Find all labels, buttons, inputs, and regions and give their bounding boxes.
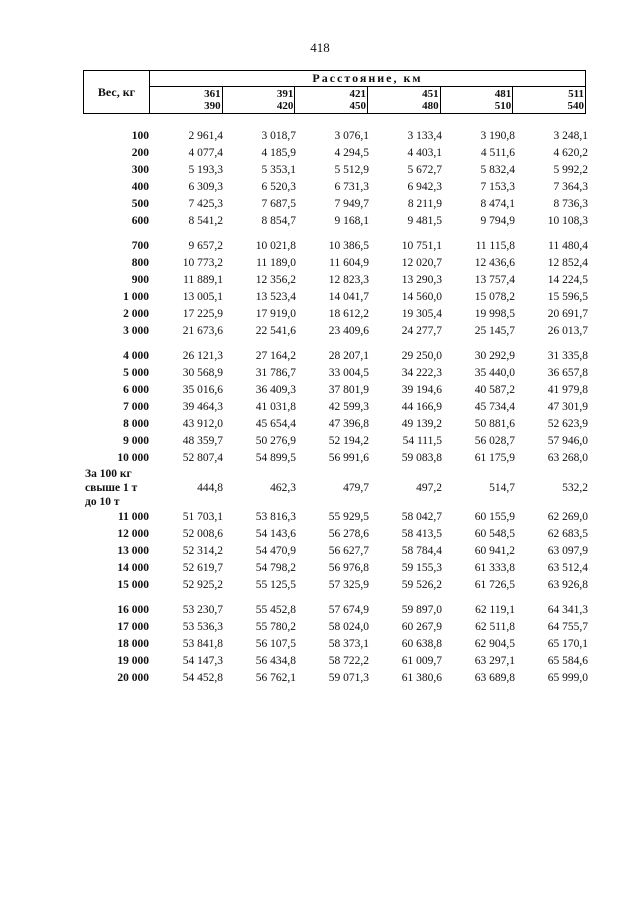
price-cell: 41 979,8 (547, 384, 588, 396)
price-cell: 6 520,3 (261, 181, 296, 193)
empty-cell (369, 467, 442, 481)
range-from: 421 (349, 88, 366, 100)
price-cell: 36 657,8 (547, 367, 588, 379)
weight-cell: 9 000 (123, 435, 149, 447)
price-cell: 63 297,1 (474, 655, 515, 667)
price-cell: 24 277,7 (401, 325, 442, 337)
table-row (83, 560, 588, 577)
price-cell: 10 773,2 (182, 257, 223, 269)
price-cell: 45 734,4 (474, 401, 515, 413)
weight-cell: 100 (131, 130, 149, 142)
price-cell: 23 409,6 (328, 325, 369, 337)
price-cell: 5 193,3 (188, 164, 223, 176)
price-cell: 65 584,6 (547, 655, 588, 667)
price-cell: 40 587,2 (474, 384, 515, 396)
range-from: 481 (494, 88, 512, 100)
price-cell: 35 016,6 (182, 384, 223, 396)
group-spacer (83, 230, 588, 238)
note-price-cell: 444,8 (197, 482, 223, 494)
table-row (83, 543, 588, 560)
price-cell: 7 425,3 (188, 198, 223, 210)
price-cell: 11 480,4 (548, 240, 588, 252)
range-to: 420 (276, 100, 294, 112)
price-cell: 63 268,0 (547, 452, 588, 464)
page-number: 418 (310, 40, 330, 55)
table-row (83, 255, 588, 272)
price-cell: 52 194,2 (328, 435, 369, 447)
price-cell: 31 786,7 (255, 367, 296, 379)
price-cell: 31 335,8 (547, 350, 588, 362)
price-cell: 54 899,5 (255, 452, 296, 464)
price-cell: 60 941,2 (474, 545, 515, 557)
price-cell: 5 353,1 (261, 164, 296, 176)
price-cell: 12 020,7 (401, 257, 442, 269)
range-from: 511 (568, 88, 584, 100)
price-cell: 9 481,5 (407, 215, 442, 227)
weight-cell: 14 000 (117, 562, 149, 574)
price-cell: 60 267,9 (401, 621, 442, 633)
price-cell: 56 028,7 (474, 435, 515, 447)
table-row (83, 348, 588, 365)
price-cell: 56 107,5 (255, 638, 296, 650)
price-cell: 61 380,6 (401, 672, 442, 684)
distance-range-2 (222, 87, 295, 114)
table-row (83, 196, 588, 213)
empty-cell (515, 495, 588, 509)
range-from: 451 (422, 88, 439, 100)
price-cell: 8 474,1 (480, 198, 515, 210)
note-price-cell: 514,7 (489, 482, 515, 494)
table-row (83, 526, 588, 543)
table-row (83, 323, 588, 340)
table-row (83, 272, 588, 289)
empty-cell (223, 495, 296, 509)
price-cell: 4 511,6 (480, 147, 515, 159)
price-cell: 61 175,9 (474, 452, 515, 464)
weight-cell: 400 (131, 181, 149, 193)
note-price-cell: 462,3 (270, 482, 296, 494)
table-row (83, 289, 588, 306)
price-cell: 20 691,7 (547, 308, 588, 320)
weight-cell: 17 000 (117, 621, 149, 633)
price-cell: 63 097,9 (547, 545, 588, 557)
empty-cell (442, 467, 515, 481)
price-cell: 58 042,7 (401, 511, 442, 523)
price-cell: 60 155,9 (474, 511, 515, 523)
price-cell: 59 897,0 (401, 604, 442, 616)
distance-range-4 (367, 87, 440, 114)
table-row (83, 450, 588, 467)
price-cell: 53 841,8 (182, 638, 223, 650)
price-cell: 10 386,5 (328, 240, 369, 252)
weight-cell: 600 (131, 215, 149, 227)
price-cell: 56 278,6 (328, 528, 369, 540)
price-cell: 10 021,8 (255, 240, 296, 252)
weight-cell: 1 000 (123, 291, 149, 303)
price-cell: 45 654,4 (255, 418, 296, 430)
price-cell: 7 949,7 (334, 198, 369, 210)
price-cell: 52 807,4 (182, 452, 223, 464)
price-cell: 3 190,8 (480, 130, 515, 142)
price-cell: 37 801,9 (328, 384, 369, 396)
price-cell: 18 612,2 (328, 308, 369, 320)
price-cell: 34 222,3 (401, 367, 442, 379)
price-cell: 7 364,3 (553, 181, 588, 193)
price-cell: 4 294,5 (334, 147, 369, 159)
price-cell: 22 541,6 (255, 325, 296, 337)
price-cell: 47 396,8 (328, 418, 369, 430)
price-cell: 19 998,5 (474, 308, 515, 320)
table-row (83, 670, 588, 687)
price-cell: 12 356,2 (255, 274, 296, 286)
price-cell: 54 147,3 (182, 655, 223, 667)
price-cell: 9 794,9 (480, 215, 515, 227)
price-cell: 28 207,1 (328, 350, 369, 362)
price-cell: 64 755,7 (547, 621, 588, 633)
table-row (83, 365, 588, 382)
table-row (83, 416, 588, 433)
price-cell: 54 798,2 (255, 562, 296, 574)
note-label-line: до 10 т (85, 496, 120, 508)
price-cell: 52 623,9 (547, 418, 588, 430)
range-to: 510 (494, 100, 512, 112)
table-row (83, 306, 588, 323)
distance-range-5 (440, 87, 513, 114)
price-cell: 58 784,4 (401, 545, 442, 557)
price-cell: 55 125,5 (255, 579, 296, 591)
price-cell: 17 919,0 (255, 308, 296, 320)
empty-cell (150, 467, 223, 481)
price-cell: 8 736,3 (553, 198, 588, 210)
price-cell: 63 926,8 (547, 579, 588, 591)
price-cell: 59 083,8 (401, 452, 442, 464)
price-cell: 15 078,2 (474, 291, 515, 303)
price-cell: 47 301,9 (547, 401, 588, 413)
price-cell: 52 008,6 (182, 528, 223, 540)
price-cell: 59 155,3 (401, 562, 442, 574)
price-cell: 12 436,6 (474, 257, 515, 269)
price-cell: 53 816,3 (255, 511, 296, 523)
note-label-line: свыше 1 т (85, 482, 138, 494)
price-cell: 39 194,6 (401, 384, 442, 396)
table-row (83, 619, 588, 636)
table-row (83, 382, 588, 399)
price-cell: 48 359,7 (182, 435, 223, 447)
weight-cell: 19 000 (117, 655, 149, 667)
empty-cell (223, 467, 296, 481)
weight-cell: 2 000 (123, 308, 149, 320)
empty-cell (296, 495, 369, 509)
weight-cell: 7 000 (123, 401, 149, 413)
price-cell: 56 991,6 (328, 452, 369, 464)
weight-cell: 15 000 (117, 579, 149, 591)
price-cell: 25 145,7 (474, 325, 515, 337)
empty-cell (369, 495, 442, 509)
price-cell: 11 889,1 (183, 274, 223, 286)
price-cell: 3 018,7 (261, 130, 296, 142)
range-from: 361 (204, 88, 221, 100)
weight-cell: 20 000 (117, 672, 149, 684)
price-cell: 61 009,7 (401, 655, 442, 667)
weight-column-header: Вес, кг (84, 71, 150, 114)
range-to: 480 (422, 100, 439, 112)
price-cell: 53 230,7 (182, 604, 223, 616)
distance-range-6 (513, 87, 586, 114)
empty-cell (515, 467, 588, 481)
price-cell: 5 512,9 (334, 164, 369, 176)
note-price-cell: 479,7 (343, 482, 369, 494)
price-cell: 14 560,0 (401, 291, 442, 303)
weight-cell: 12 000 (117, 528, 149, 540)
price-cell: 54 111,5 (402, 435, 442, 447)
weight-cell: 300 (131, 164, 149, 176)
weight-cell: 4 000 (123, 350, 149, 362)
price-cell: 44 166,9 (401, 401, 442, 413)
empty-cell (150, 495, 223, 509)
price-cell: 61 333,8 (474, 562, 515, 574)
price-cell: 58 722,2 (328, 655, 369, 667)
weight-cell: 18 000 (117, 638, 149, 650)
price-cell: 26 121,3 (182, 350, 223, 362)
price-cell: 5 832,4 (480, 164, 515, 176)
weight-cell: 5 000 (123, 367, 149, 379)
price-cell: 57 946,0 (547, 435, 588, 447)
price-cell: 11 115,8 (475, 240, 515, 252)
price-cell: 7 687,5 (261, 198, 296, 210)
range-from: 391 (276, 88, 294, 100)
price-cell: 39 464,3 (182, 401, 223, 413)
distance-range-row (84, 87, 586, 114)
price-cell: 19 305,4 (401, 308, 442, 320)
table-row (83, 602, 588, 619)
group-spacer (83, 594, 588, 602)
weight-cell: 6 000 (123, 384, 149, 396)
price-cell: 5 992,2 (553, 164, 588, 176)
price-cell: 8 211,9 (407, 198, 442, 210)
price-cell: 4 185,9 (261, 147, 296, 159)
price-cell: 12 852,4 (547, 257, 588, 269)
price-cell: 55 452,8 (255, 604, 296, 616)
tariff-table (83, 128, 588, 687)
price-cell: 56 762,1 (255, 672, 296, 684)
table-row (83, 653, 588, 670)
price-cell: 5 672,7 (407, 164, 442, 176)
note-price-cell: 532,2 (562, 482, 588, 494)
price-cell: 6 731,3 (334, 181, 369, 193)
empty-cell (442, 495, 515, 509)
price-cell: 30 568,9 (182, 367, 223, 379)
note-row (83, 467, 588, 481)
price-cell: 50 276,9 (255, 435, 296, 447)
price-cell: 54 470,9 (255, 545, 296, 557)
price-cell: 58 413,5 (401, 528, 442, 540)
price-cell: 57 674,9 (328, 604, 369, 616)
range-to: 450 (349, 100, 366, 112)
price-cell: 8 541,2 (188, 215, 223, 227)
table-row (83, 162, 588, 179)
table-row (83, 128, 588, 145)
price-cell: 27 164,2 (255, 350, 296, 362)
price-cell: 3 076,1 (334, 130, 369, 142)
price-cell: 9 657,2 (188, 240, 223, 252)
price-cell: 10 108,3 (547, 215, 588, 227)
distance-range-3 (295, 87, 368, 114)
price-cell: 26 013,7 (547, 325, 588, 337)
price-cell: 17 225,9 (182, 308, 223, 320)
price-cell: 13 757,4 (474, 274, 515, 286)
price-cell: 65 170,1 (547, 638, 588, 650)
distance-range-1 (150, 87, 223, 114)
table-row (83, 577, 588, 594)
note-label-line: За 100 кг (85, 468, 132, 480)
price-cell: 56 976,8 (328, 562, 369, 574)
price-cell: 35 440,0 (474, 367, 515, 379)
price-cell: 52 314,2 (182, 545, 223, 557)
group-spacer (83, 340, 588, 348)
price-cell: 62 683,5 (547, 528, 588, 540)
table-row (83, 213, 588, 230)
price-cell: 6 309,3 (188, 181, 223, 193)
price-cell: 30 292,9 (474, 350, 515, 362)
price-cell: 58 024,0 (328, 621, 369, 633)
price-cell: 13 290,3 (401, 274, 442, 286)
tariff-table-body (83, 128, 588, 687)
table-row (83, 238, 588, 255)
empty-cell (296, 467, 369, 481)
table-row (83, 145, 588, 162)
weight-cell: 800 (131, 257, 149, 269)
price-cell: 65 999,0 (547, 672, 588, 684)
price-cell: 15 596,5 (547, 291, 588, 303)
weight-cell: 3 000 (123, 325, 149, 337)
weight-cell: 8 000 (123, 418, 149, 430)
price-cell: 59 071,3 (328, 672, 369, 684)
price-cell: 21 673,6 (182, 325, 223, 337)
price-cell: 54 143,6 (255, 528, 296, 540)
table-row (83, 636, 588, 653)
table-row (83, 433, 588, 450)
price-cell: 9 168,1 (334, 215, 369, 227)
price-cell: 4 620,2 (553, 147, 588, 159)
price-cell: 13 523,4 (255, 291, 296, 303)
price-cell: 56 434,8 (255, 655, 296, 667)
price-cell: 64 341,3 (547, 604, 588, 616)
weight-cell: 700 (131, 240, 149, 252)
price-cell: 49 139,2 (401, 418, 442, 430)
price-cell: 4 403,1 (407, 147, 442, 159)
price-cell: 7 153,3 (480, 181, 515, 193)
table-header (83, 70, 586, 114)
note-row (83, 481, 588, 495)
price-cell: 63 689,8 (474, 672, 515, 684)
weight-cell: 13 000 (117, 545, 149, 557)
price-cell: 52 925,2 (182, 579, 223, 591)
price-cell: 42 599,3 (328, 401, 369, 413)
note-row (83, 495, 588, 509)
price-cell: 12 823,3 (328, 274, 369, 286)
price-cell: 60 638,8 (401, 638, 442, 650)
price-cell: 8 854,7 (261, 215, 296, 227)
range-to: 390 (204, 100, 221, 112)
note-price-cell: 497,2 (416, 482, 442, 494)
weight-cell: 10 000 (117, 452, 149, 464)
price-cell: 43 912,0 (182, 418, 223, 430)
price-cell: 62 511,8 (475, 621, 515, 633)
price-cell: 29 250,0 (401, 350, 442, 362)
weight-cell: 500 (131, 198, 149, 210)
price-cell: 56 627,7 (328, 545, 369, 557)
price-cell: 62 119,1 (475, 604, 515, 616)
price-cell: 50 881,6 (474, 418, 515, 430)
price-cell: 60 548,5 (474, 528, 515, 540)
range-to: 540 (567, 100, 584, 112)
table-row (83, 399, 588, 416)
price-cell: 3 248,1 (553, 130, 588, 142)
weight-cell: 900 (131, 274, 149, 286)
price-cell: 33 004,5 (328, 367, 369, 379)
price-cell: 63 512,4 (547, 562, 588, 574)
table-row (83, 179, 588, 196)
price-cell: 57 325,9 (328, 579, 369, 591)
price-cell: 2 961,4 (188, 130, 223, 142)
price-cell: 62 269,0 (547, 511, 588, 523)
price-cell: 54 452,8 (182, 672, 223, 684)
price-cell: 36 409,3 (255, 384, 296, 396)
weight-cell: 200 (131, 147, 149, 159)
distance-column-header: Расстояние, км (150, 71, 586, 87)
price-cell: 61 726,5 (474, 579, 515, 591)
price-cell: 3 133,4 (407, 130, 442, 142)
price-cell: 52 619,7 (182, 562, 223, 574)
weight-cell: 16 000 (117, 604, 149, 616)
weight-cell: 11 000 (118, 511, 149, 523)
price-cell: 14 224,5 (547, 274, 588, 286)
price-cell: 6 942,3 (407, 181, 442, 193)
price-cell: 62 904,5 (474, 638, 515, 650)
price-cell: 55 780,2 (255, 621, 296, 633)
price-cell: 10 751,1 (401, 240, 442, 252)
price-cell: 11 604,9 (329, 257, 369, 269)
price-cell: 53 536,3 (182, 621, 223, 633)
price-cell: 55 929,5 (328, 511, 369, 523)
price-cell: 51 703,1 (182, 511, 223, 523)
price-cell: 4 077,4 (188, 147, 223, 159)
price-cell: 14 041,7 (328, 291, 369, 303)
price-cell: 13 005,1 (182, 291, 223, 303)
price-cell: 58 373,1 (328, 638, 369, 650)
price-cell: 11 189,0 (256, 257, 296, 269)
table-row (83, 509, 588, 526)
price-cell: 59 526,2 (401, 579, 442, 591)
price-cell: 41 031,8 (255, 401, 296, 413)
